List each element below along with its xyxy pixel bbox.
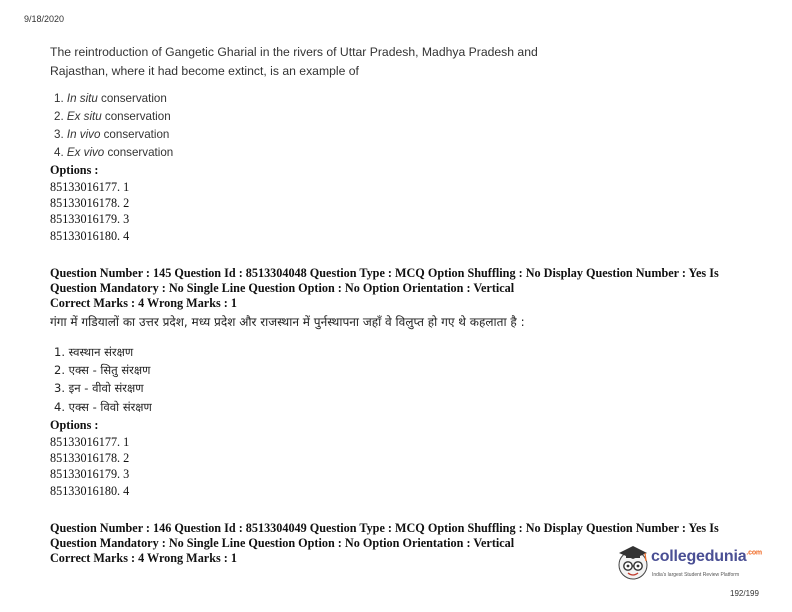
option-code-2: 85133016178. 2 (50, 451, 130, 465)
logo-tagline: India's largest Student Review Platform (652, 572, 740, 578)
print-date: 9/18/2020 (24, 14, 65, 24)
options-label: Options : (50, 418, 99, 432)
question-text-hindi: गंगा में गडियालों का उत्तर प्रदेश, मध्य प्रदेश और राजस्थान में पुर्नस्थापना जहाँ वे विलुप्त हो गए थे कहलाता है : (50, 315, 525, 329)
question-text-line-1: The reintroduction of Gangetic Gharial in the rivers of Uttar Pradesh, Madhya Pradesh and (50, 45, 538, 59)
options-label: Options : (50, 163, 99, 177)
option-code-4: 85133016180. 4 (50, 484, 130, 498)
option-1: 1. In situ conservation (54, 92, 167, 105)
question-meta-line-1: Question Number : 146 Question Id : 8513304049 Question Type : MCQ Option Shuffling : No Display Question Number : Yes Is (50, 521, 719, 535)
option-2: 2. Ex situ conservation (54, 110, 171, 123)
option-code-1: 85133016177. 1 (50, 435, 130, 449)
option-1: 1. स्वस्थान संरक्षण (54, 345, 134, 359)
option-3: 3. इन - वीवो संरक्षण (54, 381, 144, 395)
question-text-line-2: Rajasthan, where it had become extinct, is an example of (50, 64, 359, 78)
option-code-2: 85133016178. 2 (50, 196, 130, 210)
question-marks: Correct Marks : 4 Wrong Marks : 1 (50, 296, 237, 310)
page-number: 192/199 (730, 589, 759, 598)
logo-wordmark: collegedunia$^{.com}$ (651, 548, 762, 565)
option-code-3: 85133016179. 3 (50, 467, 130, 481)
question-meta-line-2: Question Mandatory : No Single Line Question Option : No Option Orientation : Vertical (50, 281, 515, 295)
option-4: 4. एक्स - विवो संरक्षण (54, 400, 152, 414)
question-meta-line-2: Question Mandatory : No Single Line Question Option : No Option Orientation : Vertical (50, 536, 515, 550)
option-3: 3. In vivo conservation (54, 128, 170, 141)
option-code-3: 85133016179. 3 (50, 212, 130, 226)
option-code-4: 85133016180. 4 (50, 229, 130, 243)
option-code-1: 85133016177. 1 (50, 180, 130, 194)
option-4: 4. Ex vivo conservation (54, 146, 174, 159)
question-meta-line-1: Question Number : 145 Question Id : 8513304048 Question Type : MCQ Option Shuffling : No Display Question Number : Yes Is (50, 266, 719, 280)
question-marks: Correct Marks : 4 Wrong Marks : 1 (50, 551, 237, 565)
option-2: 2. एक्स - सितु संरक्षण (54, 363, 151, 377)
